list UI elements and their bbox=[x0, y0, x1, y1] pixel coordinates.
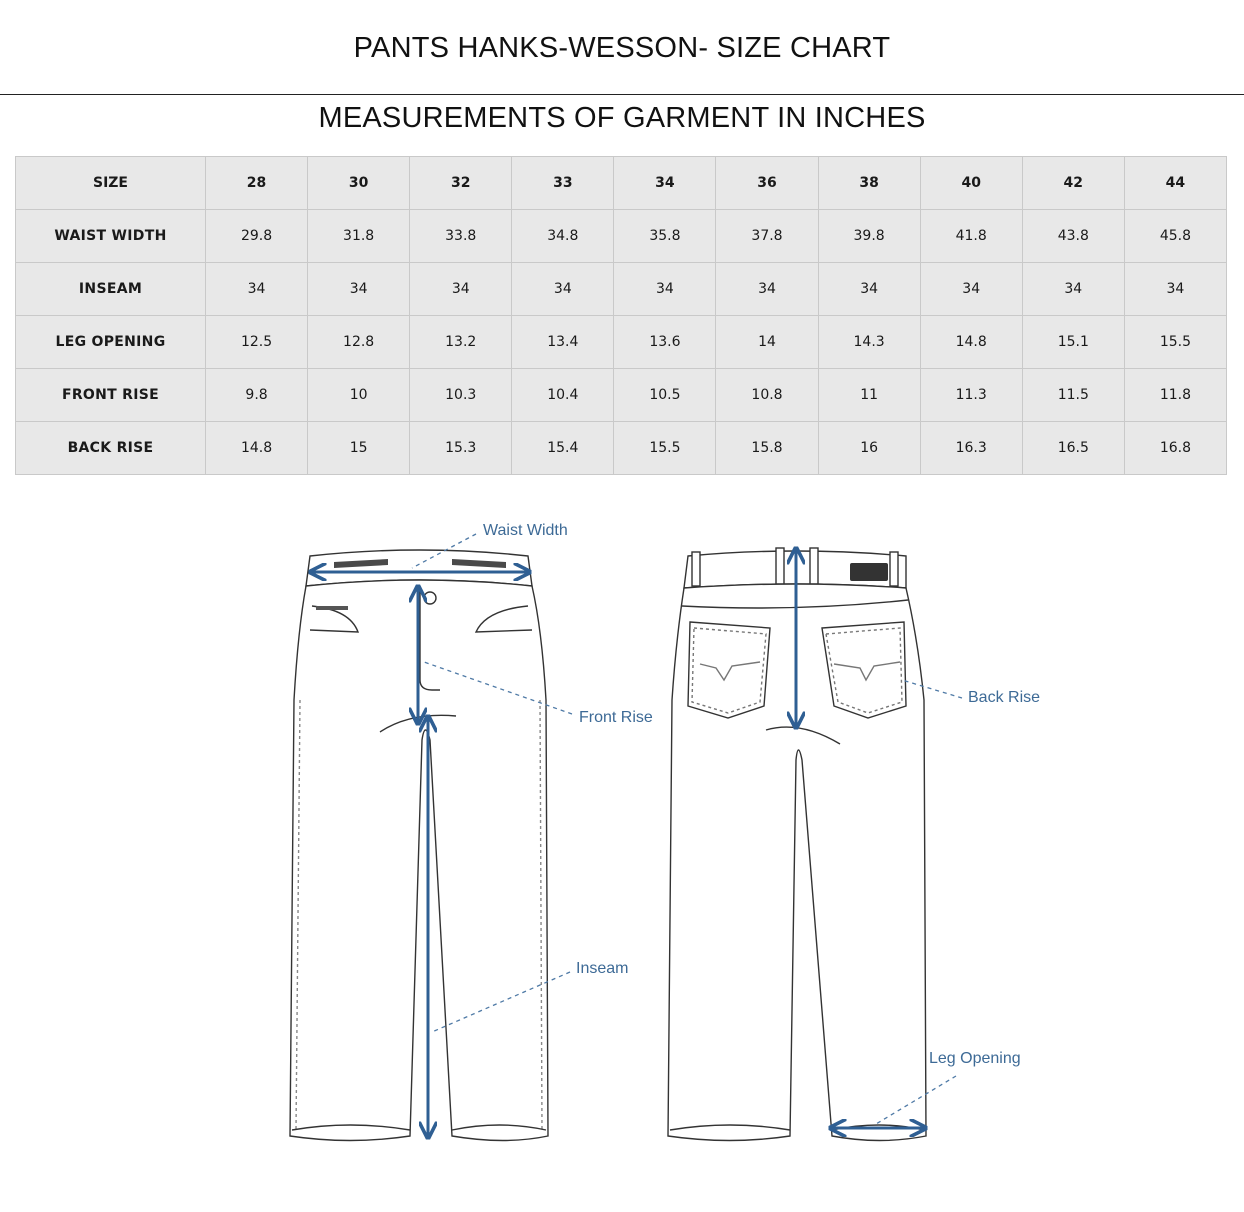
table-cell: 34 bbox=[818, 263, 920, 316]
table-row-inseam bbox=[16, 263, 1227, 316]
page-subtitle: MEASUREMENTS OF GARMENT IN INCHES bbox=[318, 102, 926, 134]
table-cell: 34 bbox=[410, 263, 512, 316]
table-cell: 14 bbox=[716, 316, 818, 369]
inseam-label: Inseam bbox=[576, 960, 629, 977]
table-cell: 9.8 bbox=[206, 369, 308, 422]
table-header-size: 33 bbox=[512, 157, 614, 210]
size-chart-table bbox=[15, 156, 1227, 475]
table-cell: 34.8 bbox=[512, 210, 614, 263]
table-cell: 39.8 bbox=[818, 210, 920, 263]
table-header-size: 34 bbox=[614, 157, 716, 210]
table-cell: 12.5 bbox=[206, 316, 308, 369]
table-header-size: 38 bbox=[818, 157, 920, 210]
front-rise-label: Front Rise bbox=[579, 709, 653, 726]
table-cell: 45.8 bbox=[1124, 210, 1226, 263]
table-header-size: 40 bbox=[920, 157, 1022, 210]
table-cell: 16.3 bbox=[920, 422, 1022, 475]
table-cell: 15.1 bbox=[1022, 316, 1124, 369]
table-cell: 10.8 bbox=[716, 369, 818, 422]
back-rise-label: Back Rise bbox=[968, 689, 1041, 706]
table-cell: 34 bbox=[308, 263, 410, 316]
table-cell: 33.8 bbox=[410, 210, 512, 263]
row-label: WAIST WIDTH bbox=[16, 210, 206, 263]
table-row-leg-opening bbox=[16, 316, 1227, 369]
table-header-size-label: SIZE bbox=[16, 157, 206, 210]
table-cell: 34 bbox=[920, 263, 1022, 316]
table-cell: 13.4 bbox=[512, 316, 614, 369]
table-cell: 14.8 bbox=[920, 316, 1022, 369]
table-cell: 15.5 bbox=[1124, 316, 1226, 369]
table-cell: 11.5 bbox=[1022, 369, 1124, 422]
table-cell: 34 bbox=[716, 263, 818, 316]
table-cell: 29.8 bbox=[206, 210, 308, 263]
table-cell: 41.8 bbox=[920, 210, 1022, 263]
leg-opening-label: Leg Opening bbox=[929, 1050, 1021, 1067]
table-cell: 34 bbox=[206, 263, 308, 316]
table-cell: 34 bbox=[1124, 263, 1226, 316]
table-header-size: 32 bbox=[410, 157, 512, 210]
table-header-row bbox=[16, 157, 1227, 210]
table-cell: 14.8 bbox=[206, 422, 308, 475]
table-cell: 31.8 bbox=[308, 210, 410, 263]
row-label: INSEAM bbox=[16, 263, 206, 316]
pants-illustration bbox=[0, 500, 1244, 1180]
row-label: FRONT RISE bbox=[16, 369, 206, 422]
table-cell: 10.3 bbox=[410, 369, 512, 422]
table-cell: 34 bbox=[512, 263, 614, 316]
table-cell: 15.8 bbox=[716, 422, 818, 475]
table-row-back-rise bbox=[16, 422, 1227, 475]
table-cell: 34 bbox=[614, 263, 716, 316]
title-divider bbox=[0, 94, 1244, 95]
table-header-size: 42 bbox=[1022, 157, 1124, 210]
table-cell: 10.5 bbox=[614, 369, 716, 422]
table-cell: 12.8 bbox=[308, 316, 410, 369]
table-header-size: 30 bbox=[308, 157, 410, 210]
table-cell: 11.3 bbox=[920, 369, 1022, 422]
table-row-front-rise bbox=[16, 369, 1227, 422]
table-header-size: 36 bbox=[716, 157, 818, 210]
table-cell: 14.3 bbox=[818, 316, 920, 369]
row-label: LEG OPENING bbox=[16, 316, 206, 369]
table-cell: 16.8 bbox=[1124, 422, 1226, 475]
row-label: BACK RISE bbox=[16, 422, 206, 475]
table-header-size: 28 bbox=[206, 157, 308, 210]
table-cell: 15 bbox=[308, 422, 410, 475]
table-cell: 13.6 bbox=[614, 316, 716, 369]
table-cell: 16 bbox=[818, 422, 920, 475]
table-cell: 16.5 bbox=[1022, 422, 1124, 475]
table-cell: 35.8 bbox=[614, 210, 716, 263]
table-cell: 15.5 bbox=[614, 422, 716, 475]
table-header-size: 44 bbox=[1124, 157, 1226, 210]
table-cell: 34 bbox=[1022, 263, 1124, 316]
table-cell: 13.2 bbox=[410, 316, 512, 369]
table-cell: 15.3 bbox=[410, 422, 512, 475]
table-cell: 37.8 bbox=[716, 210, 818, 263]
table-cell: 11 bbox=[818, 369, 920, 422]
pants-measurement-diagram bbox=[0, 500, 1244, 1180]
table-cell: 43.8 bbox=[1022, 210, 1124, 263]
table-cell: 10.4 bbox=[512, 369, 614, 422]
table-row-waist-width bbox=[16, 210, 1227, 263]
page-title: PANTS HANKS-WESSON- SIZE CHART bbox=[353, 32, 891, 64]
table-cell: 15.4 bbox=[512, 422, 614, 475]
waist-width-label: Waist Width bbox=[483, 522, 568, 539]
table-cell: 10 bbox=[308, 369, 410, 422]
table-cell: 11.8 bbox=[1124, 369, 1226, 422]
